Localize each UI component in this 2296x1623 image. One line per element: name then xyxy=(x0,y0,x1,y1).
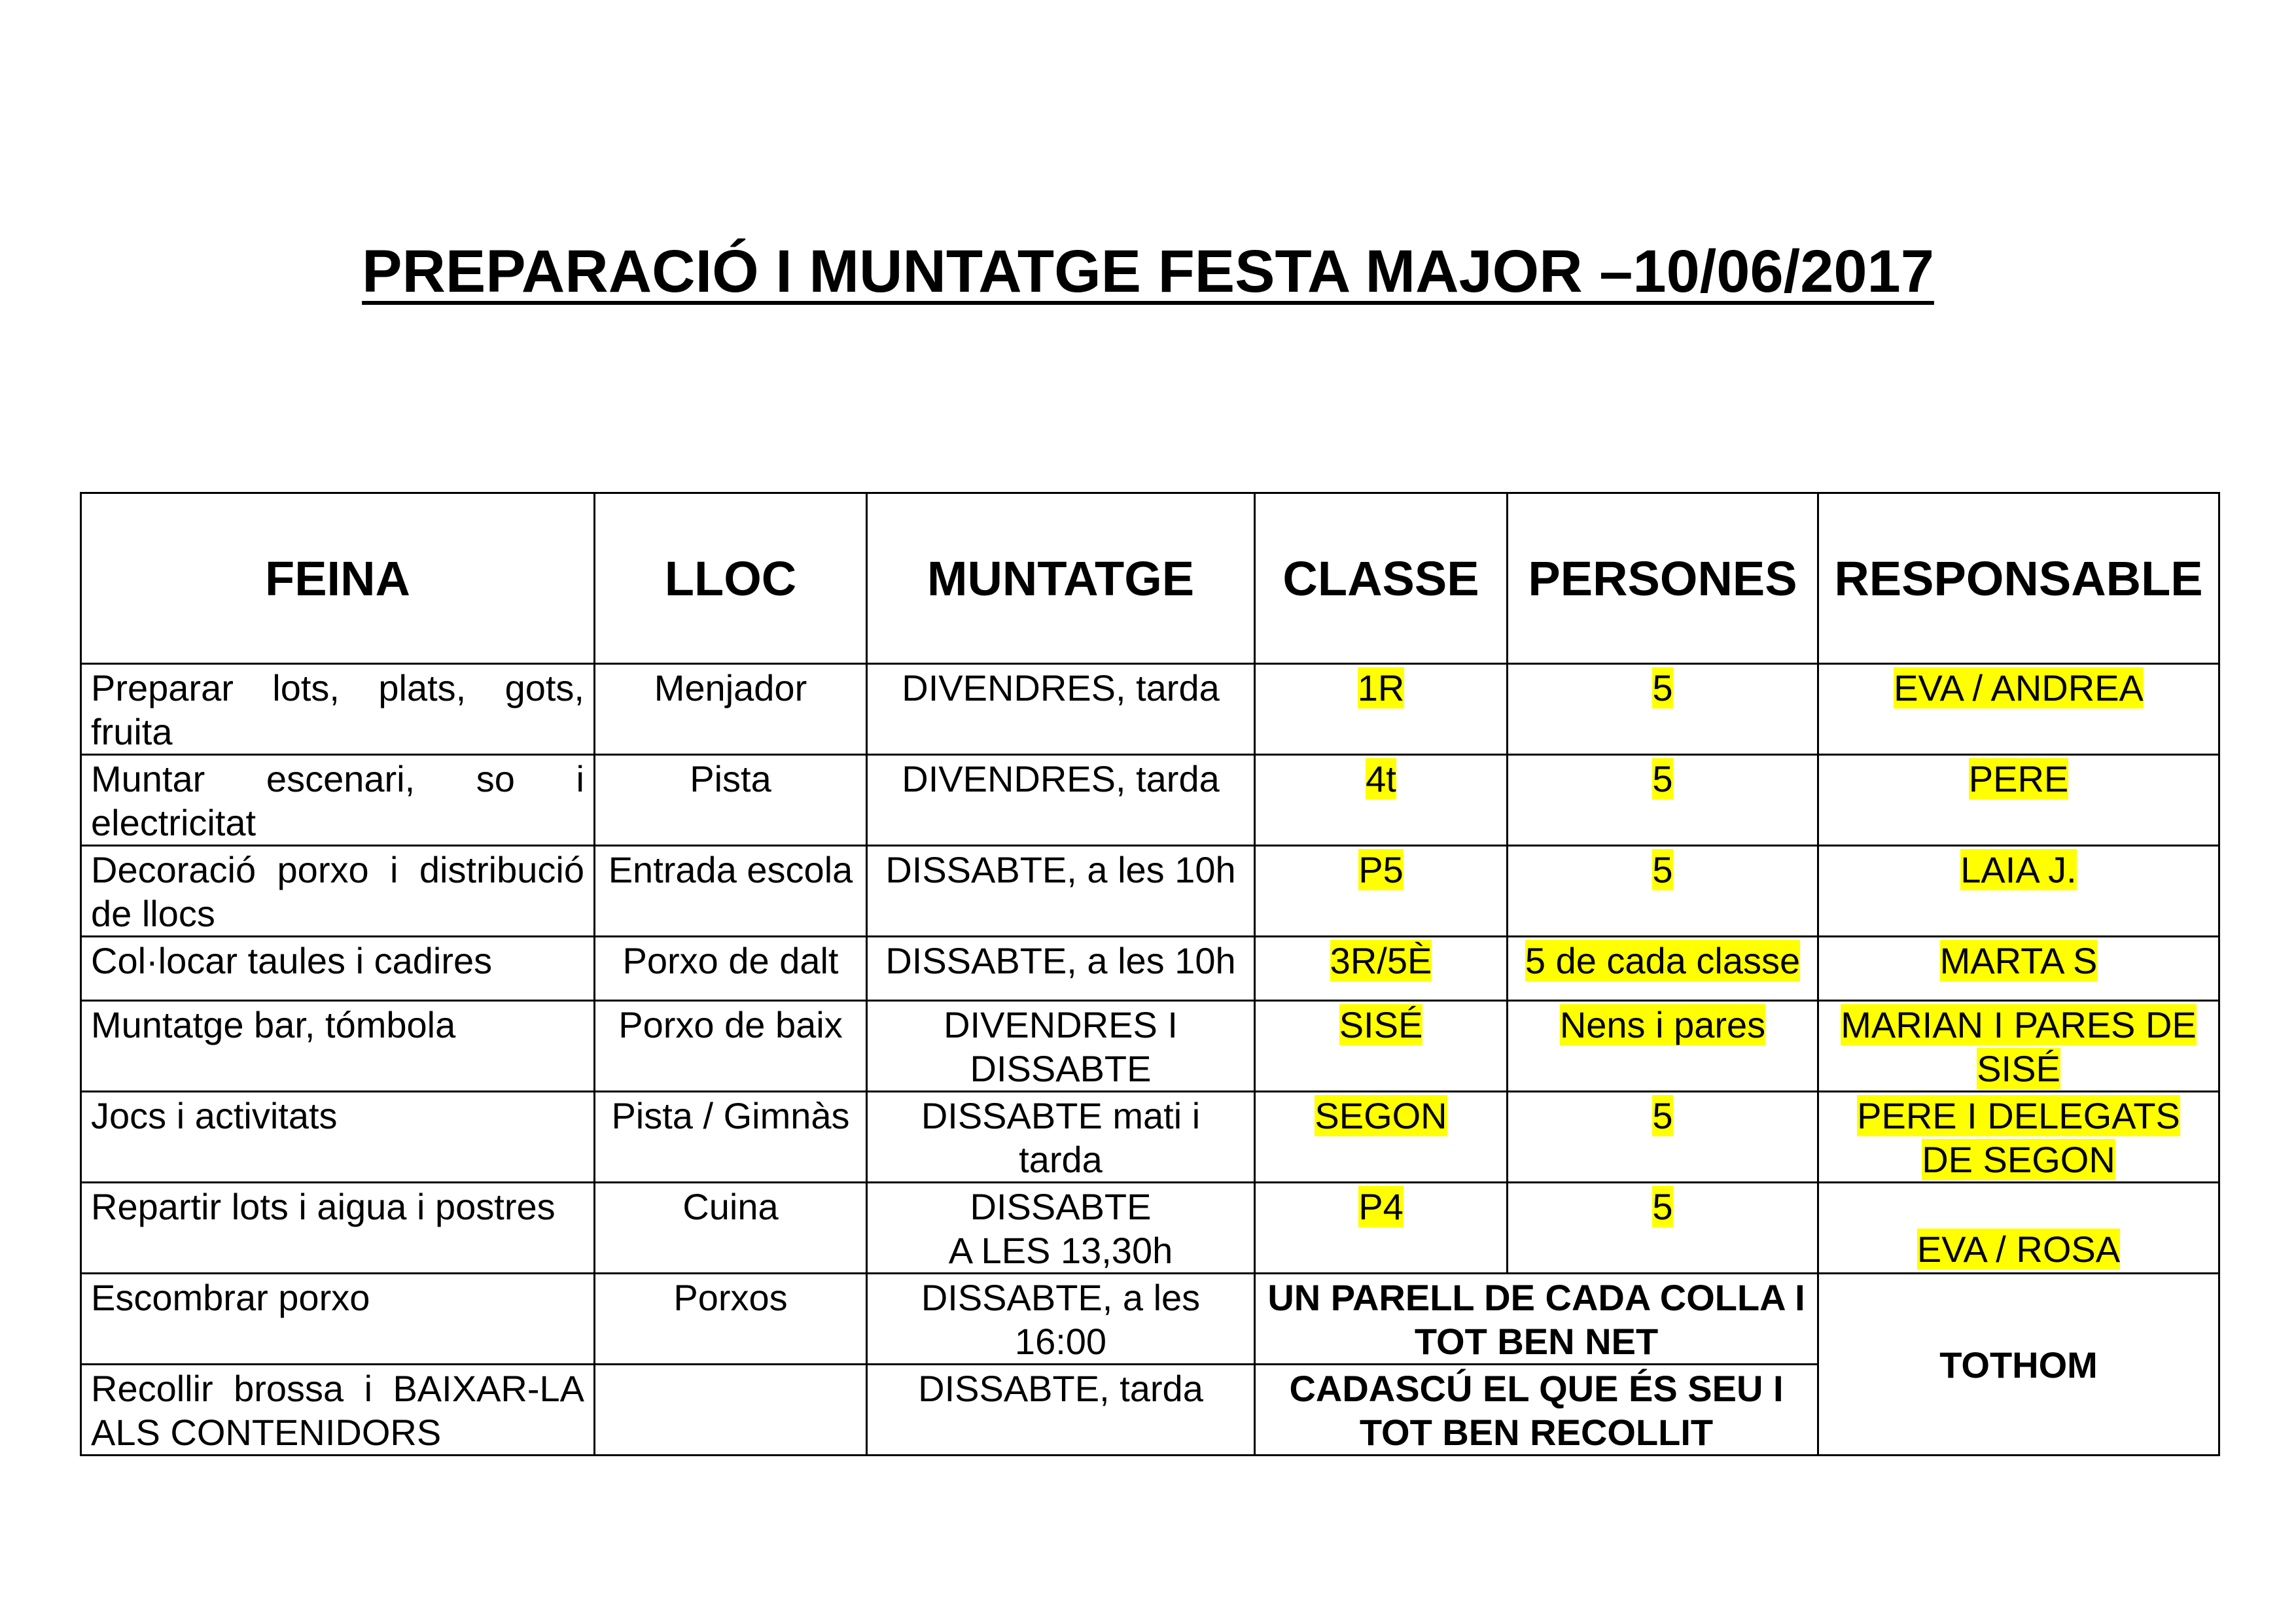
classe-highlight: 1R xyxy=(1357,667,1405,708)
cell-lloc: Menjador xyxy=(595,664,867,755)
cell-muntatge: DIVENDRES, tarda xyxy=(867,755,1255,846)
page-title xyxy=(0,232,2296,311)
cell-lloc: Porxos xyxy=(595,1274,867,1365)
persones-highlight: 5 xyxy=(1652,1186,1673,1227)
cell-responsable xyxy=(1818,846,2219,937)
cell-feina: Muntatge bar, tómbola xyxy=(81,1001,595,1092)
persones-highlight: 5 xyxy=(1652,849,1673,890)
cell-muntatge: DISSABTE A LES 13,30h xyxy=(867,1183,1255,1274)
cell-persones xyxy=(1508,937,1818,1001)
classe-highlight: SEGON xyxy=(1315,1095,1447,1136)
cell-lloc: Porxo de dalt xyxy=(595,937,867,1001)
cell-classe xyxy=(1255,1092,1508,1183)
classe-highlight: 4t xyxy=(1366,758,1396,799)
responsable-highlight: EVA / ROSA xyxy=(1916,1229,2121,1270)
responsable-highlight: PERE I DELEGATS DE SEGON xyxy=(1857,1095,2180,1180)
cell-responsable xyxy=(1818,937,2219,1001)
persones-highlight: 5 xyxy=(1652,667,1673,708)
responsable-highlight: LAIA J. xyxy=(1960,849,2077,890)
cell-feina: Decoració porxo i distribució de llocs xyxy=(81,846,595,937)
cell-feina: Recollir brossa i BAIXAR-LA ALS CONTENIDORS xyxy=(81,1365,595,1456)
cell-classe xyxy=(1255,664,1508,755)
cell-responsable-shared: TOTHOM xyxy=(1818,1274,2219,1456)
cell-persones xyxy=(1508,1183,1818,1274)
cell-persones xyxy=(1508,1001,1818,1092)
cell-persones xyxy=(1508,755,1818,846)
classe-highlight: 3R/5È xyxy=(1330,940,1432,981)
cell-lloc: Entrada escola xyxy=(595,846,867,937)
cell-lloc: Pista xyxy=(595,755,867,846)
cell-muntatge: DISSABTE, a les 10h xyxy=(867,846,1255,937)
cell-lloc: Porxo de baix xyxy=(595,1001,867,1092)
cell-muntatge: DISSABTE, a les 16:00 xyxy=(867,1274,1255,1365)
table-row xyxy=(81,1274,2219,1365)
cell-lloc: Pista / Gimnàs xyxy=(595,1092,867,1183)
table-row xyxy=(81,937,2219,1001)
header-responsable: RESPONSABLE xyxy=(1818,493,2219,664)
cell-muntatge: DISSABTE, a les 10h xyxy=(867,937,1255,1001)
header-muntatge: MUNTATGE xyxy=(867,493,1255,664)
cell-responsable xyxy=(1818,1183,2219,1274)
cell-responsable xyxy=(1818,1092,2219,1183)
task-table xyxy=(80,492,2220,1456)
table-row xyxy=(81,1092,2219,1183)
table-row xyxy=(81,755,2219,846)
cell-muntatge: DISSABTE mati i tarda xyxy=(867,1092,1255,1183)
cell-responsable xyxy=(1818,755,2219,846)
classe-highlight: P5 xyxy=(1358,849,1404,890)
cell-feina: Preparar lots, plats, gots, fruita xyxy=(81,664,595,755)
cell-persones xyxy=(1508,664,1818,755)
cell-muntatge: DISSABTE, tarda xyxy=(867,1365,1255,1456)
cell-feina: Jocs i activitats xyxy=(81,1092,595,1183)
cell-responsable xyxy=(1818,664,2219,755)
persones-highlight: 5 xyxy=(1652,1095,1673,1136)
table-row xyxy=(81,664,2219,755)
cell-feina: Repartir lots i aigua i postres xyxy=(81,1183,595,1274)
cell-muntatge: DIVENDRES, tarda xyxy=(867,664,1255,755)
cell-feina: Muntar escenari, so i electricitat xyxy=(81,755,595,846)
persones-highlight: Nens i pares xyxy=(1559,1004,1766,1045)
classe-highlight: SISÉ xyxy=(1339,1004,1423,1045)
cell-lloc: Cuina xyxy=(595,1183,867,1274)
persones-highlight: 5 de cada classe xyxy=(1525,940,1801,981)
cell-responsable xyxy=(1818,1001,2219,1092)
cell-muntatge: DIVENDRES I DISSABTE xyxy=(867,1001,1255,1092)
cell-classe xyxy=(1255,1183,1508,1274)
header-persones: PERSONES xyxy=(1508,493,1818,664)
cell-feina: Col·locar taules i cadires xyxy=(81,937,595,1001)
cell-classe xyxy=(1255,846,1508,937)
cell-feina: Escombrar porxo xyxy=(81,1274,595,1365)
cell-classe xyxy=(1255,1001,1508,1092)
responsable-highlight: MARIAN I PARES DE SISÉ xyxy=(1841,1004,2197,1089)
responsable-highlight: PERE xyxy=(1968,758,2069,799)
table-row xyxy=(81,1183,2219,1274)
persones-highlight: 5 xyxy=(1652,758,1673,799)
header-lloc: LLOC xyxy=(595,493,867,664)
cell-classe xyxy=(1255,755,1508,846)
table-header-row xyxy=(81,493,2219,664)
header-feina: FEINA xyxy=(81,493,595,664)
cell-lloc xyxy=(595,1365,867,1456)
page-title-text: PREPARACIÓ I MUNTATGE FESTA MAJOR –10/06/2017 xyxy=(362,238,1934,305)
cell-classe-persones: UN PARELL DE CADA COLLA I TOT BEN NET xyxy=(1255,1274,1818,1365)
header-classe: CLASSE xyxy=(1255,493,1508,664)
cell-classe-persones: CADASCÚ EL QUE ÉS SEU I TOT BEN RECOLLIT xyxy=(1255,1365,1818,1456)
cell-classe xyxy=(1255,937,1508,1001)
cell-persones xyxy=(1508,846,1818,937)
responsable-highlight: MARTA S xyxy=(1939,940,2098,981)
responsable-highlight: EVA / ANDREA xyxy=(1894,667,2144,708)
cell-persones xyxy=(1508,1092,1818,1183)
classe-highlight: P4 xyxy=(1358,1186,1404,1227)
table-row xyxy=(81,1001,2219,1092)
table-row xyxy=(81,846,2219,937)
